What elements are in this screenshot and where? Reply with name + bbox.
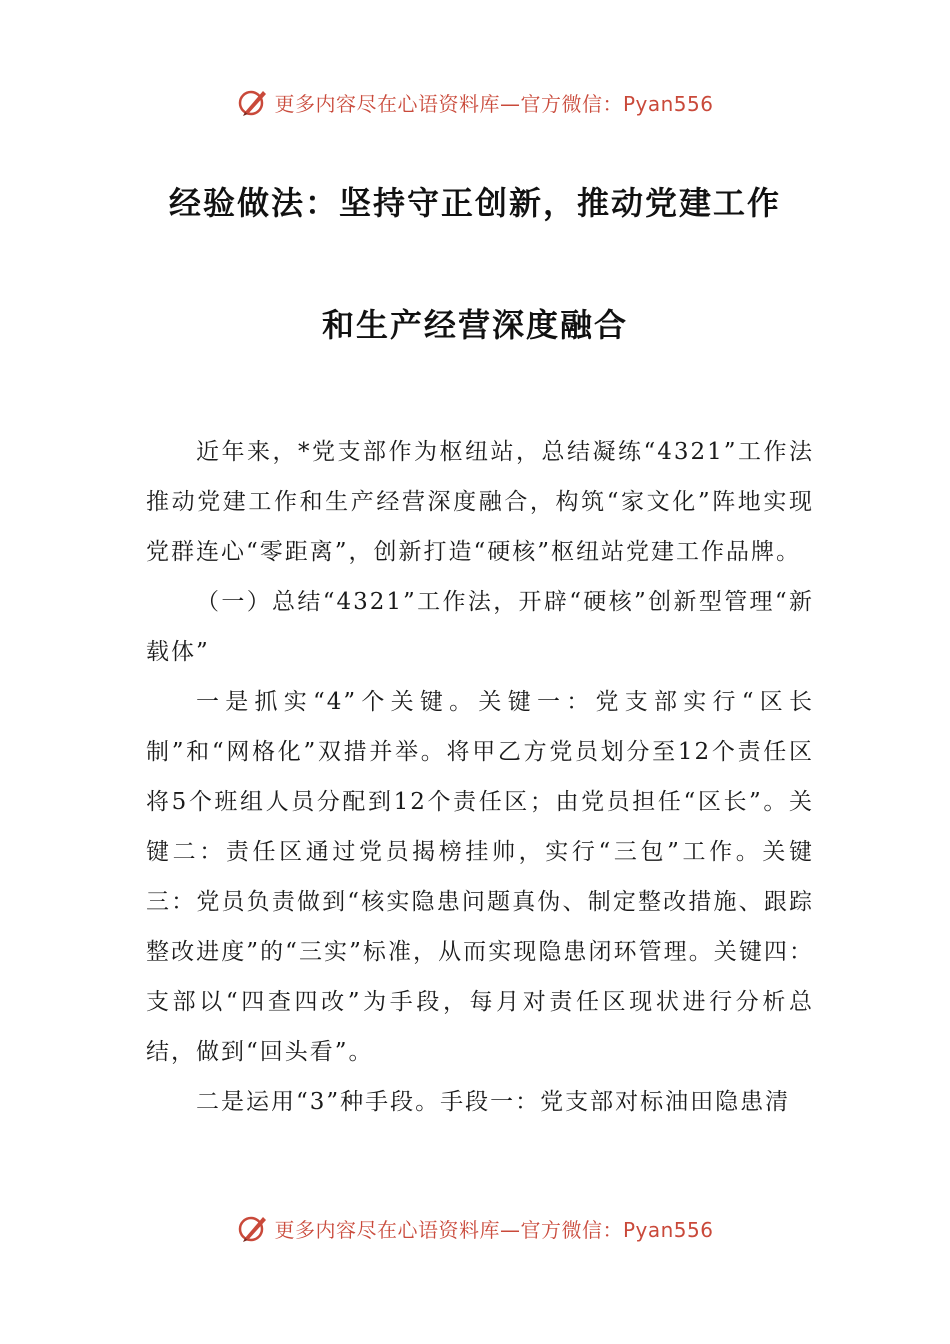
header-watermark-banner [0,82,950,122]
document-body [146,427,814,1127]
pen-logo-icon [236,85,270,119]
header-watermark-text: 更多内容尽在心语资料库—官方微信：Pyan556 [274,91,714,116]
body-paragraph-intro: 近年来，*党支部作为枢纽站，总结凝练“4321”工作法推动党建工作和生产经营深度融合，构筑“家文化”阵地实现党群连心“零距离”，创新打造“硬核”枢纽站党建工作品牌。 [146,439,814,565]
body-paragraph-section-heading: （一）总结“4321”工作法，开辟“硬核”创新型管理“新载体” [146,589,814,665]
footer-watermark-banner [0,1208,950,1248]
footer-watermark-text: 更多内容尽在心语资料库—官方微信：Pyan556 [274,1217,714,1242]
body-paragraph-three-means: 二是运用“3”种手段。手段一：党支部对标油田隐患清 [196,1089,791,1115]
body-paragraph-four-keys: 一是抓实“4”个关键。关键一：党支部实行“区长制”和“网格化”双措并举。将甲乙方党员划分至12个责任区将5个班组人员分配到12个责任区；由党员担任“区长”。关键二：责任区通过党员揭榜挂帅，实行“三包”工作。关键三：党员负责做到“核实隐患问题真伪、制定整改措施、跟踪整改进度”的“三实”标准，从而实现隐患闭环管理。关键四：支部以“四查四改”为手段，每月对责任区现状进行分析总结，做到“回头看”。 [146,689,814,1065]
document-title-line-2: 和生产经营深度融合 [321,306,628,344]
pen-logo-icon [236,1211,270,1245]
document-title-line-1: 经验做法：坚持守正创新，推动党建工作 [168,184,781,222]
